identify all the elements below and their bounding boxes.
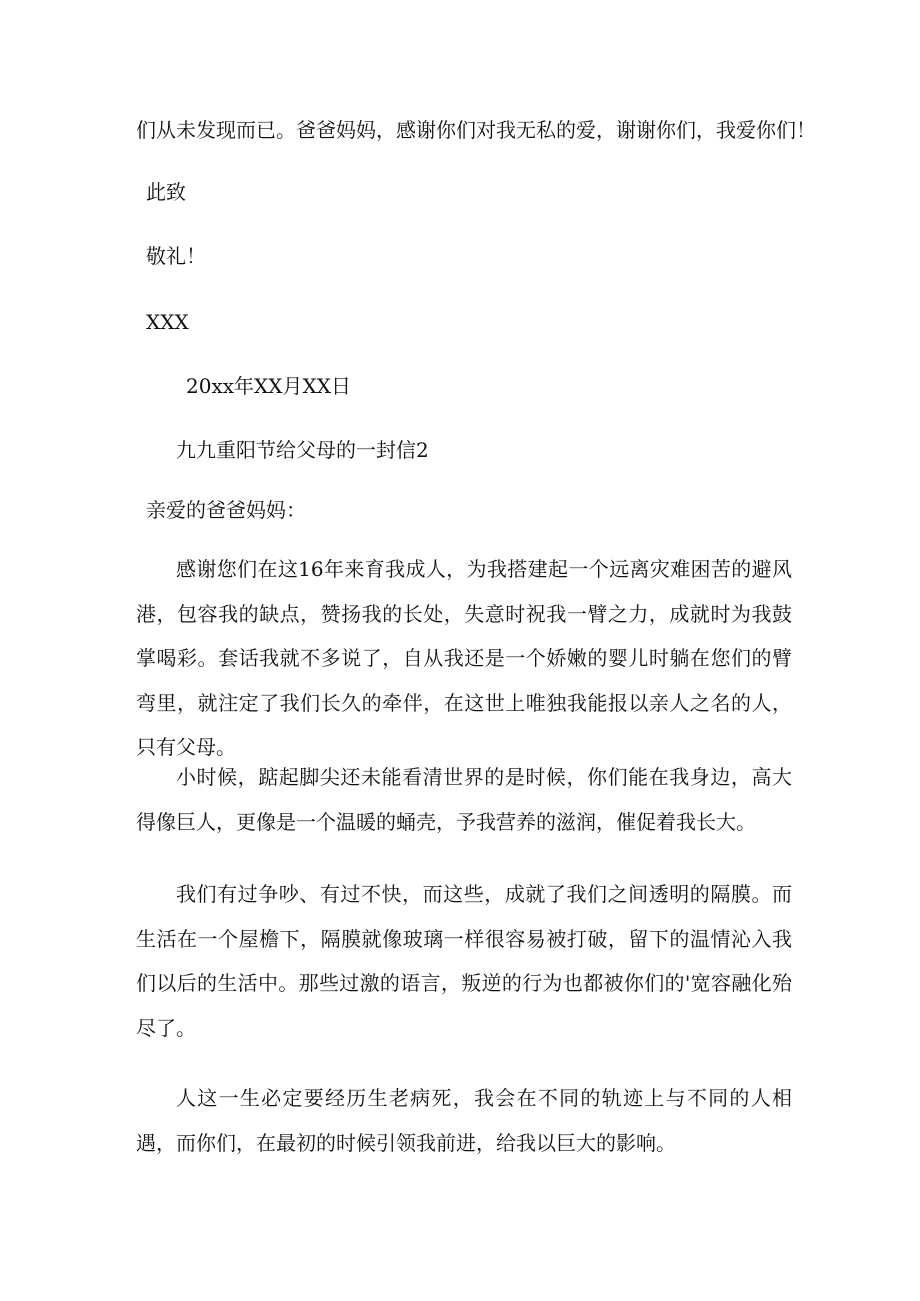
letter-title: 九九重阳节给父母的一封信2 [176, 438, 429, 462]
closing-line: 们从未发现而已。爸爸妈妈，感谢你们对我无私的爱，谢谢你们，我爱你们！ [136, 118, 816, 142]
salutation-line-2: 敬礼！ [146, 244, 206, 268]
body-paragraph: 人这一生必定要经历生老病死，我会在不同的轨迹上与不同的人相遇，而你们，在最初的时候引领我前进，给我以巨大的影响。 [136, 1086, 792, 1155]
letter-date: 20xx年XX月XX日 [186, 374, 351, 398]
body-paragraph: 感谢您们在这16年来育我成人，为我搭建起一个远离灾难困苦的避风港，包容我的缺点，赞扬我的长处，失意时祝我一臂之力，成就时为我鼓掌喝彩。套话我就不多说了，自从我还是一个娇嫩的婴儿时躺在您们的臂弯里，就注定了我们长久的牵伴，在这世上唯独我能报以亲人之名的人，只有父母。 [136, 557, 792, 760]
signature: XXX [146, 310, 189, 334]
salutation-line-1: 此致 [146, 180, 186, 204]
letter-greeting: 亲爱的爸爸妈妈： [146, 498, 306, 522]
body-paragraph: 我们有过争吵、有过不快，而这些，成就了我们之间透明的隔膜。而生活在一个屋檐下，隔膜就像玻璃一样很容易被打破，留下的温情沁入我们以后的生活中。那些过激的语言，叛逆的行为也都被你们的'宽容融化殆尽了。 [136, 882, 792, 1040]
body-paragraph: 小时候，踮起脚尖还未能看清世界的是时候，你们能在我身边，高大得像巨人，更像是一个温暖的蛹壳，予我营养的滋润，催促着我长大。 [136, 765, 792, 834]
